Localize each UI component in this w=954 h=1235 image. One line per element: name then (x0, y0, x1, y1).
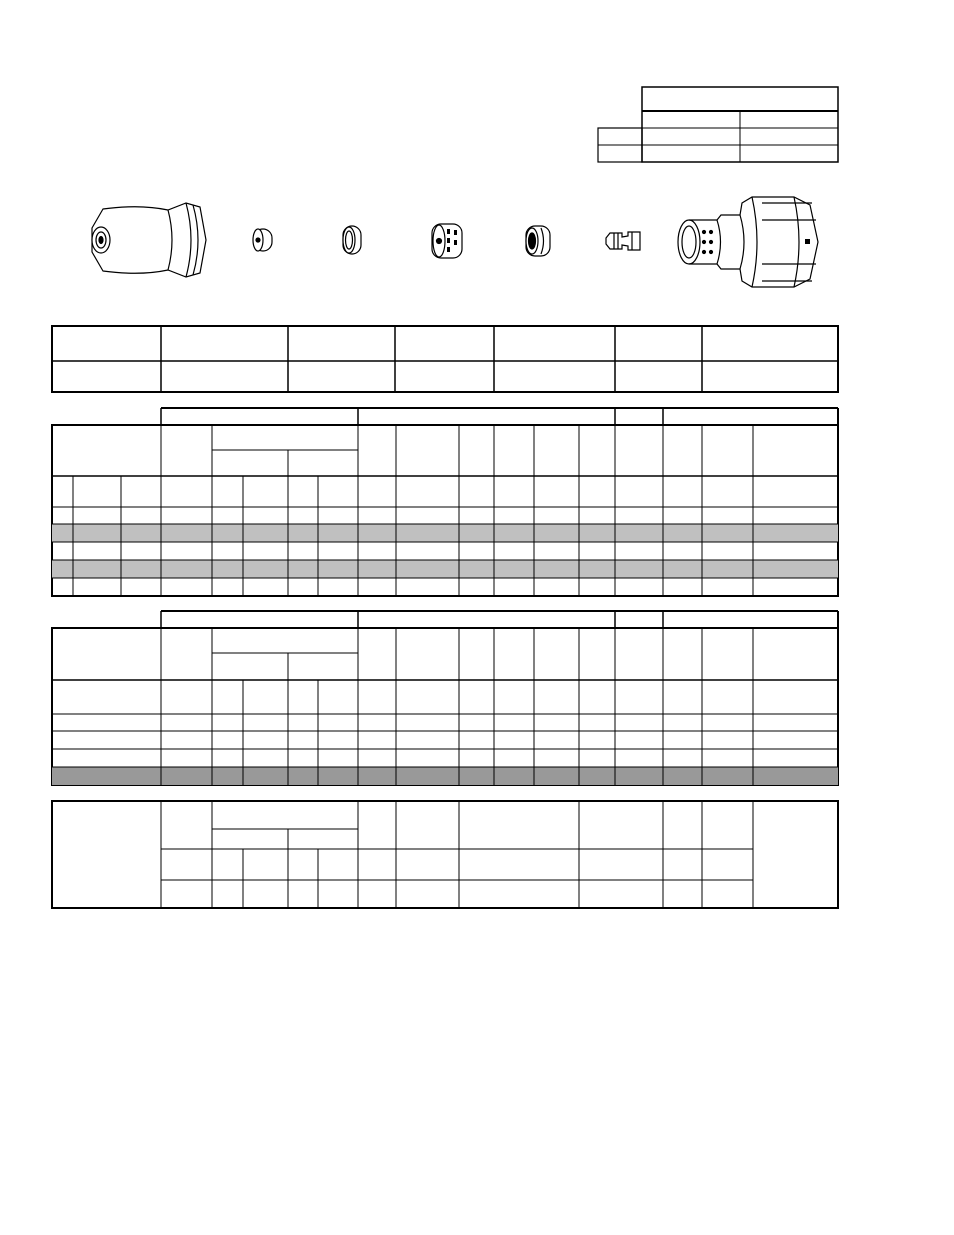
swirl-ring-icon (432, 224, 462, 258)
retaining-cap-icon (253, 229, 272, 251)
notes-table (52, 801, 838, 908)
shield-icon (92, 203, 206, 277)
table-grids (52, 326, 838, 908)
table-row (52, 560, 838, 578)
electrode-icon (606, 232, 640, 250)
consumable-numbers-table (52, 326, 838, 392)
torch-body-icon (678, 197, 818, 287)
table-row (52, 524, 838, 542)
consumables-illustration (92, 197, 818, 287)
cut-chart-english (52, 628, 838, 785)
gas-selection-table (598, 87, 838, 162)
table-row (52, 767, 838, 785)
nozzle-icon (343, 226, 361, 254)
swirl-ring-icon (526, 226, 550, 256)
